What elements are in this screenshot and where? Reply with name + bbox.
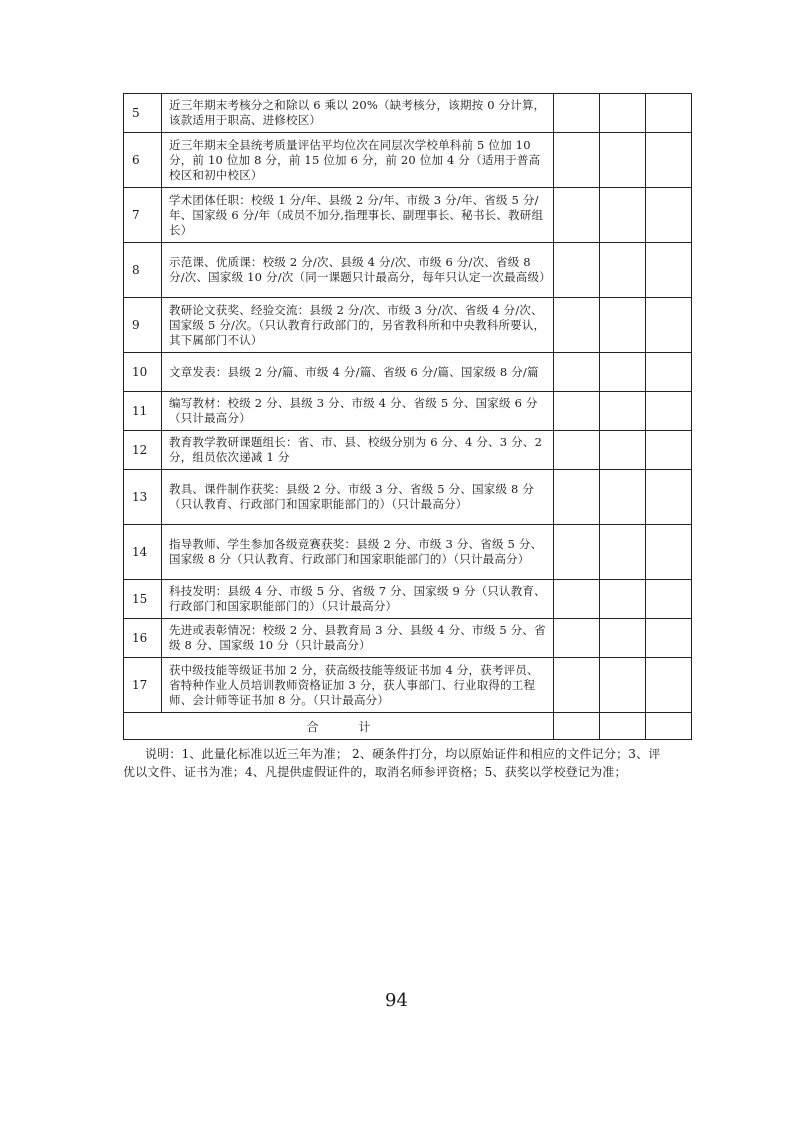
criterion-text: 科技发明：县级 4 分、市级 5 分、省级 7 分、国家级 9 分（只认教育、行政部门和国家职能部门的）（只计最高分） — [162, 580, 554, 619]
criterion-text: 学术团体任职：校级 1 分/年、县级 2 分/年、市级 3 分/年、省级 5 分/年、国家级 6 分/年（成员不加分,指理事长、副理事长、秘书长、教研组长） — [162, 188, 554, 243]
score-cell — [554, 525, 600, 580]
table-row — [124, 431, 692, 470]
score-cell — [554, 188, 600, 243]
row-number: 9 — [124, 298, 162, 353]
table-row — [124, 298, 692, 353]
score-cell — [646, 580, 692, 619]
table-row — [124, 353, 692, 392]
total-label: 合计 — [124, 713, 554, 740]
score-cell — [600, 243, 646, 298]
row-number: 10 — [124, 353, 162, 392]
criterion-text: 教研论文获奖、经验交流：县级 2 分/次、市级 3 分/次、省级 4 分/次、国家级 5 分/次。（只认教育行政部门的，另省教科所和中央教科所要认，其下属部门不认） — [162, 298, 554, 353]
score-cell — [600, 133, 646, 188]
score-cell — [646, 133, 692, 188]
score-cell — [646, 188, 692, 243]
criterion-text: 近三年期末考核分之和除以 6 乘以 20%（缺考核分，该期按 0 分计算，该款适用于职高、进修校区） — [162, 94, 554, 133]
criterion-text: 先进或表彰情况：校级 2 分、县教育局 3 分、县级 4 分、市级 5 分、省级 8 分、国家级 10 分（只计最高分） — [162, 619, 554, 658]
page-number: 94 — [385, 990, 408, 1011]
criterion-text: 教具、课件制作获奖：县级 2 分、市级 3 分、省级 5 分、国家级 8 分（只认教育、行政部门和国家职能部门的）（只计最高分） — [162, 470, 554, 525]
table-row — [124, 188, 692, 243]
score-cell — [646, 431, 692, 470]
score-cell — [600, 525, 646, 580]
table-row — [124, 658, 692, 713]
score-cell — [600, 619, 646, 658]
criterion-text: 教育教学教研课题组长：省、市、县、校级分别为 6 分、4 分、3 分、2 分，组员依次递减 1 分 — [162, 431, 554, 470]
score-cell — [600, 353, 646, 392]
row-number: 13 — [124, 470, 162, 525]
total-score-cell — [646, 713, 692, 740]
score-cell — [646, 470, 692, 525]
score-cell — [554, 94, 600, 133]
scoring-table — [123, 93, 692, 740]
criterion-text: 编写教材：校级 2 分、县级 3 分、市级 4 分、省级 5 分、国家级 6 分（只计最高分） — [162, 392, 554, 431]
score-cell — [554, 619, 600, 658]
score-cell — [600, 298, 646, 353]
score-cell — [600, 188, 646, 243]
score-cell — [554, 353, 600, 392]
score-cell — [646, 94, 692, 133]
row-number: 16 — [124, 619, 162, 658]
score-cell — [646, 525, 692, 580]
score-cell — [554, 580, 600, 619]
score-cell — [554, 431, 600, 470]
score-cell — [554, 470, 600, 525]
score-cell — [554, 298, 600, 353]
score-cell — [600, 94, 646, 133]
score-cell — [554, 392, 600, 431]
row-number: 7 — [124, 188, 162, 243]
criterion-text: 近三年期末全县统考质量评估平均位次在同层次学校单科前 5 位加 10 分，前 10 位加 8 分，前 15 位加 6 分，前 20 位加 4 分（适用于普高校区和初中校区） — [162, 133, 554, 188]
row-number: 15 — [124, 580, 162, 619]
table-row — [124, 133, 692, 188]
total-score-cell — [600, 713, 646, 740]
score-cell — [600, 580, 646, 619]
table-row — [124, 392, 692, 431]
criterion-text: 文章发表：县级 2 分/篇、市级 4 分/篇、省级 6 分/篇、国家级 8 分/篇 — [162, 353, 554, 392]
score-cell — [554, 133, 600, 188]
row-number: 17 — [124, 658, 162, 713]
score-cell — [646, 298, 692, 353]
table-row — [124, 243, 692, 298]
row-number: 14 — [124, 525, 162, 580]
score-cell — [646, 392, 692, 431]
row-number: 11 — [124, 392, 162, 431]
total-row — [124, 713, 692, 740]
score-cell — [646, 353, 692, 392]
table-row — [124, 94, 692, 133]
score-cell — [600, 658, 646, 713]
table-row — [124, 580, 692, 619]
score-cell — [554, 243, 600, 298]
row-number: 5 — [124, 94, 162, 133]
score-cell — [646, 243, 692, 298]
table-row — [124, 470, 692, 525]
criterion-text: 获中级技能等级证书加 2 分，获高级技能等级证书加 4 分，获考评员、省特种作业人员培训教师资格证加 3 分，获人事部门、行业取得的工程师、会计师等证书加 8 分。（只计最高分） — [162, 658, 554, 713]
criterion-text: 示范课、优质课：校级 2 分/次、县级 4 分/次、市级 6 分/次、省级 8 分/次、国家级 10 分/次（同一课题只计最高分，每年只认定一次最高级） — [162, 243, 554, 298]
score-cell — [600, 470, 646, 525]
row-number: 6 — [124, 133, 162, 188]
row-number: 8 — [124, 243, 162, 298]
row-number: 12 — [124, 431, 162, 470]
total-score-cell — [554, 713, 600, 740]
score-cell — [554, 658, 600, 713]
score-cell — [646, 619, 692, 658]
score-cell — [646, 658, 692, 713]
table-row — [124, 525, 692, 580]
explanatory-note: 说明：1、此量化标准以近三年为准； 2、硬条件打分，均以原始证件和相应的文件记分；3、评优以文件、证书为准；4、凡提供虚假证件的，取消名师参评资格；5、获奖以学校登记为准； — [123, 747, 661, 779]
score-cell — [600, 431, 646, 470]
criterion-text: 指导教师、学生参加各级竞赛获奖：县级 2 分、市级 3 分、省级 5 分、国家级 8 分（只认教育、行政部门和国家职能部门的）（只计最高分） — [162, 525, 554, 580]
score-cell — [600, 392, 646, 431]
table-row — [124, 619, 692, 658]
